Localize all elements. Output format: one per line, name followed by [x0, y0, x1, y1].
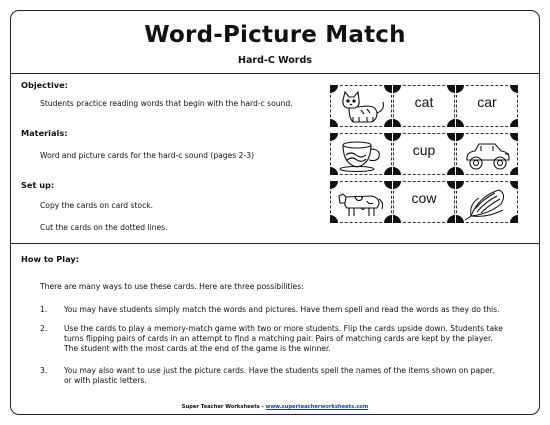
word-cup-label: cup [412, 142, 436, 158]
word-cow-label: cow [411, 190, 437, 206]
word-car-label: car [477, 94, 497, 110]
footer [0, 404, 550, 410]
objective-heading: Objective: [21, 80, 68, 90]
cat-icon [331, 86, 393, 128]
setup-step-2: Cut the cards on the dotted lines. [40, 223, 168, 232]
list-item-2-line-3: The student with the most cards at the end of the game is the winner. [64, 344, 331, 353]
word-card-cow [393, 181, 455, 223]
cup-icon [331, 134, 393, 176]
corn-icon [457, 182, 519, 224]
setup-heading: Set up: [21, 180, 55, 190]
car-icon [457, 134, 519, 176]
list-item-2-number: 2. [40, 324, 48, 333]
word-card-cup [393, 133, 455, 175]
objective-text: Students practice reading words that begin with the hard-c sound. [40, 99, 293, 108]
section-divider [10, 243, 540, 244]
list-item-1-number: 1. [40, 305, 48, 314]
how-to-play-heading: How to Play: [21, 254, 79, 264]
picture-card-cat [330, 85, 392, 127]
materials-text: Word and picture cards for the hard-c sound (pages 2-3) [40, 151, 255, 160]
picture-card-cup [330, 133, 392, 175]
footer-prefix: Super Teacher Worksheets - [181, 404, 266, 410]
title-divider [10, 73, 540, 74]
picture-card-cow [330, 181, 392, 223]
word-card-cat [393, 85, 455, 127]
picture-card-car [456, 133, 518, 175]
list-item-3-line-1: You may also want to use just the picture cards. Have the students spell the names of the items shown on paper, [64, 366, 496, 375]
materials-heading: Materials: [21, 128, 68, 138]
setup-step-1: Copy the cards on card stock. [40, 201, 154, 210]
list-item-3-line-2: or with plastic letters. [64, 376, 147, 385]
list-item-3-number: 3. [40, 366, 48, 375]
list-item-2-line-2: turns flipping pairs of cards in an attempt to find a matching pair. Pairs of matching cards are kept by the player. [64, 334, 493, 343]
footer-link[interactable]: www.superteacherworksheets.com [265, 404, 369, 410]
list-item-2-line-1: Use the cards to play a memory-match game with two or more students. Flip the cards upside down. Students take [64, 324, 503, 333]
word-card-car [456, 85, 518, 127]
page-subtitle: Hard-C Words [238, 55, 312, 66]
picture-card-corn [456, 181, 518, 223]
page-title: Word-Picture Match [144, 22, 406, 48]
cow-icon [331, 182, 393, 224]
word-cat-label: cat [414, 94, 434, 110]
how-to-play-intro: There are many ways to use these cards. Here are three possibilities: [40, 282, 304, 291]
list-item-1-line-1: You may have students simply match the words and pictures. Have them spell and read the words as they do this. [64, 305, 500, 314]
